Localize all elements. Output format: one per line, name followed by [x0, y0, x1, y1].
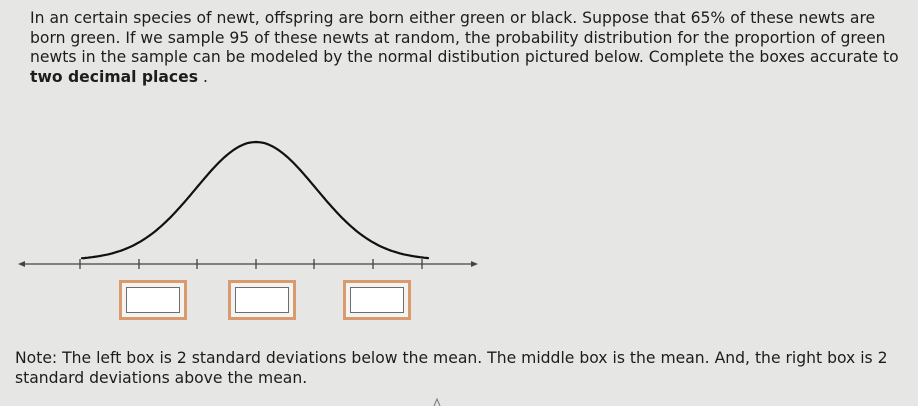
left-answer-input[interactable]: [127, 288, 179, 312]
question-main-text: In an certain species of newt, offspring are born either green or black. Suppose that 65% of these newts are born green. If we sample 95 of these newts at random, the probability distribution for the proportion of green newts in the sample can be modeled by the normal distibution pictured below. Complete the boxes accurate to: [30, 9, 899, 66]
note-text: Note: The left box is 2 standard deviations below the mean. The middle box is the mean. And, the right box is 2 standard deviations above the mean.: [15, 349, 888, 387]
axis-right-arrow: [471, 261, 478, 267]
middle-answer-input[interactable]: [236, 288, 288, 312]
mouse-cursor-icon: [432, 398, 442, 406]
axis-left-arrow: [18, 261, 25, 267]
right-answer-input[interactable]: [351, 288, 403, 312]
right-answer-inner[interactable]: [350, 287, 404, 313]
middle-answer-box[interactable]: [228, 280, 296, 320]
question-text: [30, 9, 900, 87]
right-answer-box[interactable]: [343, 280, 411, 320]
question-bold-text: two decimal places: [30, 67, 199, 86]
middle-answer-inner[interactable]: [235, 287, 289, 313]
left-answer-box[interactable]: [119, 280, 187, 320]
left-answer-inner[interactable]: [126, 287, 180, 313]
bell-curve: [82, 142, 428, 258]
question-end-text: .: [198, 67, 208, 86]
